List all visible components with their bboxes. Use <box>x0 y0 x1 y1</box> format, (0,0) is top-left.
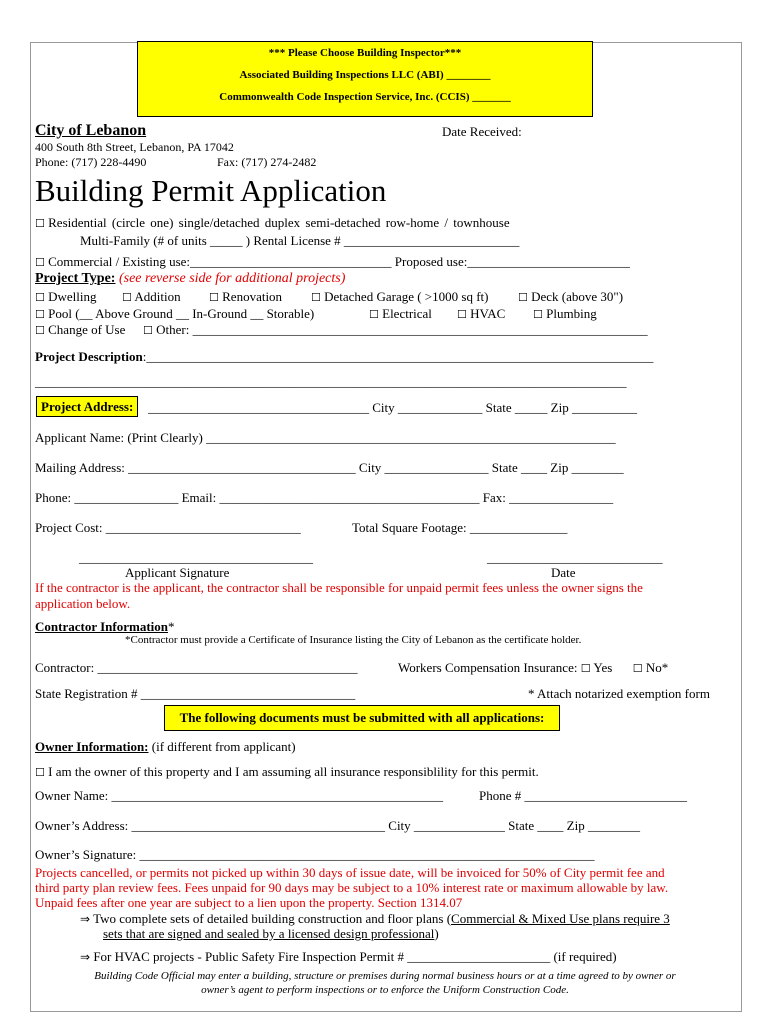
project-option-label: Deck (above 30") <box>531 289 624 304</box>
arrow-right-icon: ⇒ <box>80 950 91 964</box>
checkbox-icon: ☐ <box>311 291 321 304</box>
project-option-label: Other: ______________________________________________________________________ <box>156 322 648 337</box>
arrow-right-icon: ⇒ <box>80 912 91 926</box>
owner-signature-field[interactable]: Owner’s Signature: ______________________________________________________________________ <box>35 847 595 862</box>
residential-checkbox[interactable]: ☐ <box>35 217 45 230</box>
contractor-info-heading <box>35 619 175 635</box>
total-square-footage-field[interactable]: Total Square Footage: _______________ <box>352 520 568 535</box>
date-label: Date <box>551 565 576 580</box>
owner-statement-row <box>35 764 539 780</box>
inspector-notice-title: *** Please Choose Building Inspector*** <box>268 47 462 59</box>
cancel-notice-line-2: third party plan review fees. Fees unpaid for 90 days may be subject to a 10% interest rate or maximum allowable by law. <box>35 880 669 895</box>
inspector-notice-box <box>137 41 593 117</box>
contractor-warning-line-2: application below. <box>35 596 131 611</box>
cancel-notice-line-3: Unpaid fees after one year are subject to a lien upon the property. Section 1314.07 <box>35 895 463 910</box>
project-option-change-of-use[interactable] <box>35 322 125 338</box>
contractor-info-star: * <box>168 619 175 634</box>
applicant-name-field[interactable]: Applicant Name: (Print Clearly) _______________________________________________________________ <box>35 430 616 445</box>
project-address-label-box <box>32 397 142 417</box>
project-description-row[interactable] <box>35 349 653 365</box>
plans-requirement-sealed: sets that are signed and sealed by a licensed design professional <box>103 926 435 941</box>
project-option-other[interactable] <box>143 322 648 338</box>
applicant-signature-label: Applicant Signature <box>125 565 230 580</box>
project-type-label: Project Type: <box>35 271 116 286</box>
owner-address-field[interactable]: Owner’s Address: _______________________________________ City ______________ State ____ Zip ________ <box>35 818 640 833</box>
documents-notice: The following documents must be submitted with all applications: <box>164 705 560 731</box>
workers-comp-no-label: No* <box>645 660 669 675</box>
contractor-field[interactable]: Contractor: ________________________________________ <box>35 660 358 675</box>
checkbox-icon: ☐ <box>143 324 153 337</box>
checkbox-icon: ☐ <box>35 308 45 321</box>
notarized-exemption-note: * Attach notarized exemption form <box>528 686 710 701</box>
workers-comp-yes-checkbox[interactable]: ☐ <box>580 662 591 675</box>
checkbox-icon: ☐ <box>533 308 543 321</box>
project-type-note: (see reverse side for additional projects) <box>118 271 346 286</box>
date-received-label: Date Received: <box>442 124 522 139</box>
contact-row[interactable]: Phone: ________________ Email: ________________________________________ Fax: ________________ <box>35 490 614 505</box>
project-option-label: Addition <box>134 289 181 304</box>
residential-text: Residential (circle one) single/detached duplex semi-detached row-home / townhouse <box>48 215 510 230</box>
city-fax: Fax: (717) 274-2482 <box>217 155 317 169</box>
contractor-insurance-note: *Contractor must provide a Certificate of Insurance listing the City of Lebanon as the certificate holder. <box>125 634 582 646</box>
owner-statement-text: I am the owner of this property and I am assuming all insurance responsiblility for this permit. <box>48 764 539 779</box>
checkbox-icon: ☐ <box>209 291 219 304</box>
commercial-text[interactable]: Commercial / Existing use:_______________________________ Proposed use:_________________________ <box>48 254 630 269</box>
state-registration-field[interactable]: State Registration # _________________________________ <box>35 686 356 701</box>
footer-line-1: Building Code Official may enter a building, structure or premises during normal business hours or at a time agreed to by owner or <box>94 970 676 982</box>
owner-phone-field[interactable]: Phone # _________________________ <box>479 788 687 803</box>
footer-line-2: owner’s agent to perform inspections or to enforce the Uniform Construction Code. <box>201 984 569 996</box>
checkbox-icon: ☐ <box>122 291 132 304</box>
checkbox-icon: ☐ <box>518 291 528 304</box>
workers-comp-yes-label: Yes <box>593 660 613 675</box>
contractor-info-label: Contractor Information <box>35 619 168 634</box>
project-option-label: Change of Use <box>48 322 126 337</box>
project-option-label: Detached Garage ( >1000 sq ft) <box>324 289 489 304</box>
project-option-label: Pool (__ Above Ground __ In-Ground __ Storable) <box>48 306 315 321</box>
checkbox-icon: ☐ <box>369 308 379 321</box>
city-phone: Phone: (717) 228-4490 <box>35 155 147 169</box>
commercial-row <box>35 254 630 270</box>
project-option-electrical[interactable] <box>369 306 432 322</box>
inspector-option-abi[interactable]: Associated Building Inspections LLC (ABI) ________ <box>239 69 491 81</box>
hvac-permit-text[interactable]: For HVAC projects - Public Safety Fire Inspection Permit # ______________________ (if required) <box>93 949 617 964</box>
checkbox-icon: ☐ <box>35 324 45 337</box>
owner-info-note: (if different from applicant) <box>148 739 296 754</box>
project-option-dwelling[interactable] <box>35 289 97 305</box>
workers-comp-label: Workers Compensation Insurance: <box>398 660 578 675</box>
project-address-field[interactable]: __________________________________ City _____________ State _____ Zip __________ <box>148 400 637 415</box>
inspector-option-ccis[interactable]: Commonwealth Code Inspection Service, Inc. (CCIS) _______ <box>219 91 511 103</box>
workers-comp-no-checkbox[interactable]: ☐ <box>632 662 643 675</box>
project-option-pool[interactable] <box>35 306 314 322</box>
project-option-hvac[interactable] <box>457 306 505 322</box>
date-line[interactable]: ___________________________ <box>487 550 663 565</box>
page-title: Building Permit Application <box>35 173 387 208</box>
project-option-label: Plumbing <box>546 306 597 321</box>
hvac-permit-requirement <box>80 949 617 965</box>
project-cost-field[interactable]: Project Cost: ______________________________ <box>35 520 301 535</box>
project-option-label: Renovation <box>222 289 283 304</box>
plans-requirement <box>80 911 670 927</box>
plans-requirement-line-2 <box>103 926 439 942</box>
project-description-label: Project Description <box>35 349 143 364</box>
checkbox-icon: ☐ <box>457 308 467 321</box>
project-address-label: Project Address: <box>36 396 138 417</box>
cancel-notice-line-1: Projects cancelled, or permits not picked up within 30 days of issue date, will be invoiced for 50% of City permit fee and <box>35 865 665 880</box>
project-option-label: Dwelling <box>48 289 97 304</box>
plans-requirement-close: ) <box>434 926 439 941</box>
project-option-garage[interactable] <box>311 289 488 305</box>
city-name: City of Lebanon <box>35 122 147 139</box>
commercial-checkbox[interactable]: ☐ <box>35 256 45 269</box>
project-option-label: Electrical <box>382 306 432 321</box>
contractor-warning-line-1: If the contractor is the applicant, the contractor shall be responsible for unpaid permit fees unless the owner signs the <box>35 580 643 595</box>
plans-requirement-commercial: Commercial & Mixed Use plans require 3 <box>451 911 670 926</box>
owner-statement-checkbox[interactable]: ☐ <box>35 766 45 779</box>
owner-info-label: Owner Information: <box>35 739 149 754</box>
workers-comp-row <box>398 660 668 676</box>
project-type-heading <box>35 271 345 287</box>
residential-row <box>35 215 510 231</box>
owner-name-field[interactable]: Owner Name: ___________________________________________________ <box>35 788 444 803</box>
plans-requirement-text: Two complete sets of detailed building construction and floor plans ( <box>93 911 452 926</box>
project-option-renovation[interactable] <box>209 289 282 305</box>
city-address: 400 South 8th Street, Lebanon, PA 17042 <box>35 140 234 154</box>
project-option-deck[interactable] <box>518 289 623 305</box>
multifamily-row[interactable]: Multi-Family (# of units _____ ) Rental License # ___________________________ <box>80 233 520 248</box>
project-option-plumbing[interactable] <box>533 306 597 322</box>
applicant-signature-line[interactable]: ____________________________________ <box>79 550 313 565</box>
project-option-addition[interactable] <box>122 289 181 305</box>
project-description-field-2[interactable]: ___________________________________________________________________________________________ <box>35 374 627 389</box>
owner-info-heading <box>35 739 296 755</box>
mailing-address-field[interactable]: Mailing Address: ___________________________________ City ________________ State ____ Zip ________ <box>35 460 624 475</box>
checkbox-icon: ☐ <box>35 291 45 304</box>
project-description-field[interactable]: :______________________________________________________________________________ <box>142 349 654 364</box>
project-option-label: HVAC <box>470 306 506 321</box>
